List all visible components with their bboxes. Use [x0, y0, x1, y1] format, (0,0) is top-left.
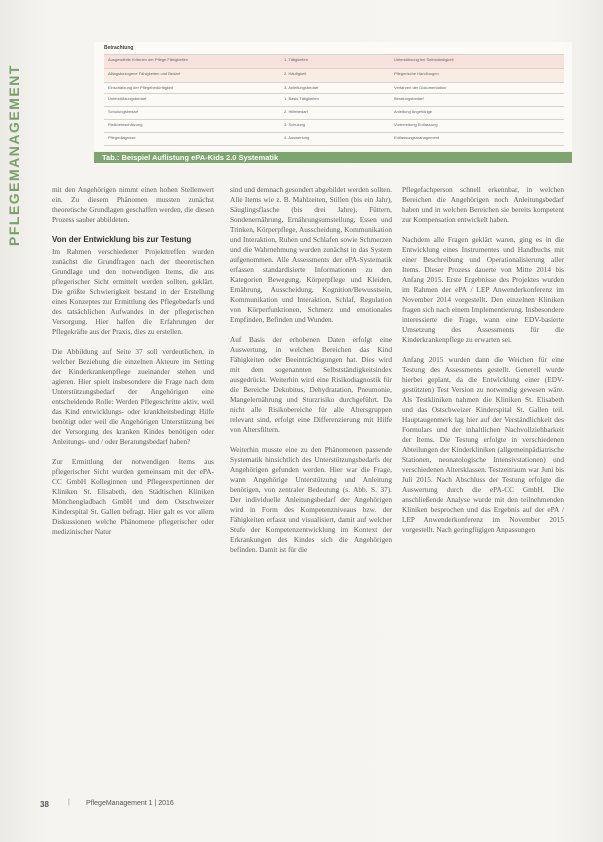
publication-name: PflegeManagement 1 | 2016 [86, 800, 174, 807]
table-title: Betrachtung [104, 45, 134, 51]
paragraph: Auf Basis der erhobenen Daten erfolgt eine Auswertung, in welchen Bereichen das Kind Fähigkeiten oder Beeinträchtigungen hat. Dies wird mit dem sogenannten Selbstständigkeitsindex ausgedrückt. Weiterhin wird eine Risikodiagnostik für die Bereiche Dekubitus, Dehydratation, Pneumonie, Mangelernährung und Sturzrisiko durchgeführt. Da nicht alle Risikobereiche für alle Altersgruppen relevant sind, erfolgt eine Differenzierung mit Hilfe von Altersfiltern. [230, 335, 392, 434]
table-cell: Entlassungsmanagement [394, 135, 440, 140]
paragraph: Zur Ermittlung der notwendigen Items aus pflegerischer Sicht wurden gemeinsam mit der ePA-CC GmbH Kolleginnen und Pflegeexpertinnen der Kliniken St. Elisabeth, den Städtischen Kliniken Mönchengladbach GmbH und dem Ostschweizer Kinderspital St. Gallen befragt. Hier galt es vor allem Diskussionen welche Phänomene pflegerischer oder medizinischer Natur [52, 457, 214, 536]
text-column-left [52, 185, 214, 547]
section-label: PFLEGEMANAGEMENT [6, 64, 22, 246]
section-heading: Von der Entwicklung bis zur Testung [52, 235, 192, 244]
table-cell: Vorbereitung Entlassung [394, 122, 438, 127]
table-cell: Beratungsbedarf [394, 96, 424, 101]
table-cell: Alltagsbezogene Fähigkeiten und Bedarf [108, 71, 181, 76]
table-row [104, 54, 564, 68]
table-cell: 2. Häufigkeit [284, 71, 307, 76]
table-row [104, 132, 564, 146]
table-cell: Schulungsbedarf [108, 109, 139, 114]
paragraph: mit den Angehörigen nimmt einen hohen Stellenwert ein. Zu diesem Phänomen mussten zunächst theoretische Grundlagen geschaffen werden, die diesen Prozess sauber abbildeten. [52, 185, 214, 224]
table-cell: Pflegediagnose [108, 135, 136, 140]
paragraph: Weiterhin musste eine zu den Phänomenen passende Systematik hinsichtlich des Unterstützungsbedarfs der Angehörigen gefunden werden. Hier war die Frage, wann Angehörige Unterstützung und Anleitung benötigen, von zentraler Bedeutung (s. Abb. S. 37). Der individuelle Anleitungsbedarf der Angehörigen wird in Form des Kompetenzniveaus bzw. der Fähigkeiten erfasst und visualisiert, damit auf welcher Stufe der Kompetenzentwicklung im Kontext der Erkrankungen des Kindes sich die Angehörigen befinden. Damit ist für die [230, 445, 392, 554]
table-cell: Verfahren der Dokumentation [394, 85, 447, 90]
paragraph: Die Abbildung auf Seite 37 soll verdeutlichen, in welcher Beziehung die einzelnen Akteure im Setting der Kinderkrankenpflege zueinander stehen und agieren. Hier spielt insbesondere die Frage nach dem Unterstützungsbedarf der Angehörigen eine entscheidende Rolle: Werden Pflegeschritte aktiv, weil das Kind entwicklungs- oder krankheitsbedingt Hilfe benötigt oder weil die Angehörigen Unterstützung bei der Versorgung des kranken Kindes benötigen oder Anleitungs- und / oder Beratungsbedarf haben? [52, 347, 214, 446]
footer-divider: | [68, 799, 70, 806]
page-number: 38 [40, 800, 49, 809]
table-cell: Einschätzung der Pflegebedürftigkeit [108, 85, 174, 90]
paragraph: Anfang 2015 wurden dann die Weichen für eine Testung des Assessments gestellt. Generell wurde hierbei geplant, da die Entwicklung einer (EDV-gestützten) Test Version zu notwendig gewesen wäre. Als Testkliniken nahmen die Kliniken St. Elisabeth und das Ostschweizer Kinderspital St. Gallen teil. Hauptaugenmerk lag hier auf der Verständlichkeit des Formulars und der inhaltlichen Nachvollziehbarkeit der Items. Die Testung erfolgte in verschiedenen Abteilungen der Kinderkliniken (allgemeinpädiatrische Stationen, neonatologische Intensivstationen) und verschiedenen Altersklassen. Testzeitraum war Juni bis Juli 2015. Nach Abschluss der Testung erfolgte die Auswertung durch die ePA-CC GmbH. Die anschließende Analyse wurde mit den teilnehmenden Kliniken besprochen und das Ergebnis auf der ePA / LEP Anwenderkonferenz im November 2015 vorgestellt. Nach geringfügigen Anpassungen [402, 355, 564, 534]
text-column-middle [230, 185, 392, 565]
table-row [104, 93, 564, 106]
table-cell: 1. Tätigkeiten [284, 57, 308, 62]
table-cell: Ausgewählte Kriterien der Pflege Fähigkeiten [108, 57, 189, 62]
table-cell: 3. Schulung [284, 122, 306, 127]
paragraph: Nachdem alle Fragen geklärt waren, ging es in die Entwicklung eines Instrumentes und Handbuchs mit einer Beschreibung und Operationalisierung aller Items. Dieser Prozess dauerte von Mitte 2014 bis Anfang 2015. Erste Ergebnisse des Projektes wurden im Rahmen der ePA / LEP Anwenderkonferenz im November 2014 vorgestellt. Den einzelnen Kliniken fragen sich nach einem Implementierung. Insbesondere interessierte die Frage, wann eine EDV-basierte Umsetzung des Assessments für die Kinderkrankenpflege zu erwarten sei. [402, 235, 564, 344]
table-row [104, 68, 564, 82]
paragraph: Im Rahmen verschiedener Projekttreffen wurden zunächst die Grundfragen nach der theoretischen Grundlage und den notwendigen Items, die aus pflegerischer Sicht ermittelt werden sollten, geklärt. Die größte Schwierigkeit bestand in der Erstellung eines Konzeptes zur Ermittlung des Pflegebedarfs und des tatsächlichen Aufwandes in der pflegerischen Versorgung. Hier halfen die Erfahrungen der Pflegekräfte aus der Praxis, dies zu erstellen. [52, 247, 214, 336]
table-cell: 3. Anleitungsbedarf [284, 85, 319, 90]
assessment-table [94, 42, 572, 151]
table-cell: Unterstützungsbedarf [108, 96, 147, 101]
table-cell: 1. Basis Tätigkeiten [284, 96, 319, 101]
table-caption: Tab.: Beispiel Auflistung ePA-Kids 2.0 Systematik [102, 153, 279, 162]
table-cell: 4. Auswertung [284, 135, 310, 140]
table-cell: Pflegerische Handlungen [394, 71, 439, 76]
table-cell: Risikoeinschätzung [108, 122, 143, 127]
table-row [104, 82, 564, 93]
paragraph: Pflegefachperson schnell erkennbar, in welchen Bereichen die Angehörigen noch Anleitungsbedarf haben und in welchen Bereichen sie bereits kompetent zur Kompensation entwickelt haben. [402, 185, 564, 224]
table-cell: 2. Hilfebedarf [284, 109, 308, 114]
text-column-right [402, 185, 564, 545]
table-cell: Unterstützung bei Selbständigkeit [394, 57, 454, 62]
table-cell: Anleitung Angehörige [394, 109, 433, 114]
table-caption-bar [94, 152, 572, 163]
section-sidebar-label [4, 60, 26, 260]
table-row [104, 106, 564, 119]
table-row [104, 119, 564, 132]
paragraph: sind und demnach gesondert abgebildet werden sollten. Alle Items wie z. B. Mahlzeiten, Stillen (bis ein Jahr), Säuglingsflasche (bis drei Jahre), Füttern, Sondenernährung, Ernährungsumstellung, Essen und Trinken, Körperpflege, Ausscheidung, Kommunikation und Interaktion, Ruhen und Schlafen sowie Schmerzen und die Wahrnehmung wurden zunächst in das System aufgenommen. Alle Assessments der ePA-Systematik erfassen standardisierte Informationen zu den Kategorien Bewegung, Körperpflege und Kleiden, Ernährung, Ausscheidung, Kognition/Bewusstsein, Kommunikation und Interaktion, Schlaf, Regulation von Körperfunktionen, Schmerz und emotionales Empfinden, Befinden und Wunden. [230, 185, 392, 324]
